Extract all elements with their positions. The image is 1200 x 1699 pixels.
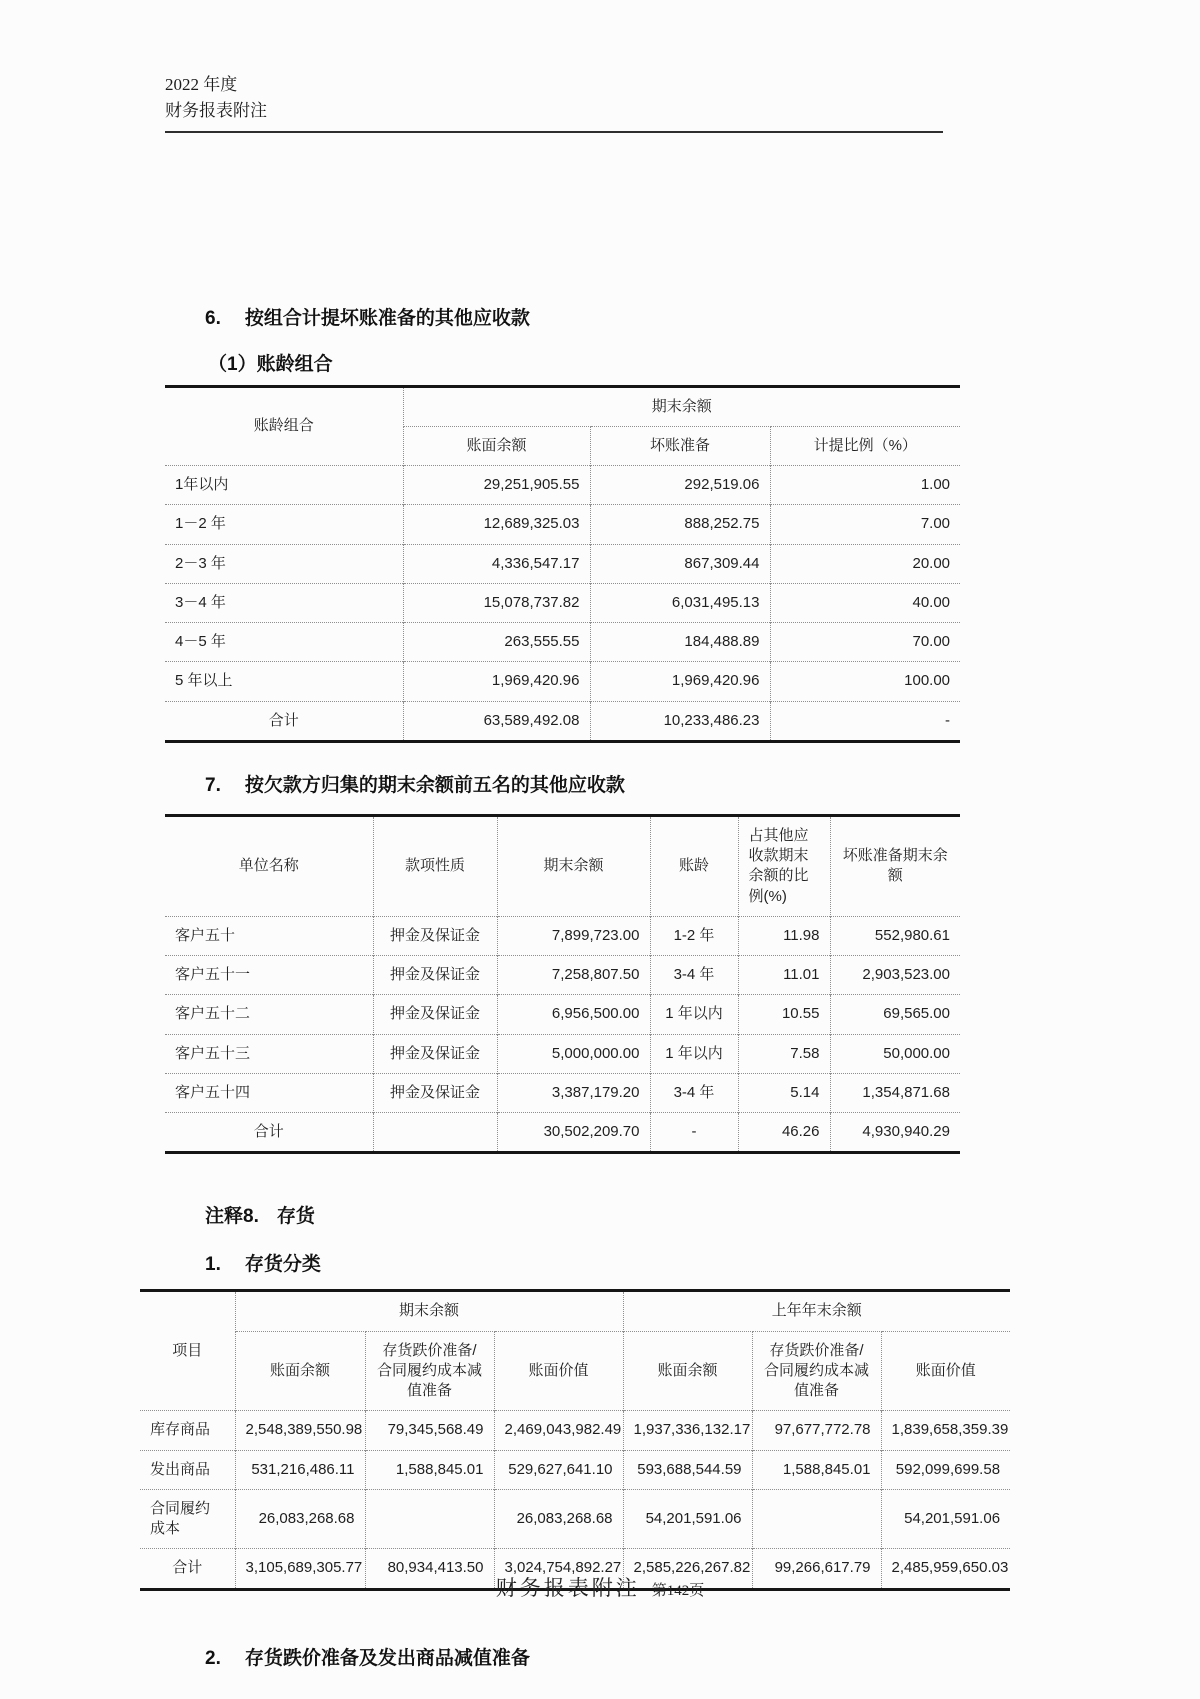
provision-value: 2,903,523.00 bbox=[830, 956, 960, 995]
section6-number: 6. bbox=[205, 307, 221, 329]
book-balance-total: 3,105,689,305.77 bbox=[235, 1549, 365, 1589]
book-balance-header: 账面余额 bbox=[403, 426, 590, 465]
empty-cell bbox=[373, 1113, 497, 1153]
entity-name: 客户五十 bbox=[165, 916, 373, 955]
carrying-value-total: 2,485,959,650.03 bbox=[881, 1549, 1010, 1589]
provision-value: 1,588,845.01 bbox=[365, 1450, 494, 1489]
carrying-value-header: 账面价值 bbox=[494, 1331, 623, 1411]
item-label: 合同履约成本 bbox=[140, 1489, 235, 1549]
provision-value: 888,252.75 bbox=[590, 505, 770, 544]
book-balance-value: 54,201,591.06 bbox=[623, 1489, 752, 1549]
aging-label: 4－5 年 bbox=[165, 623, 403, 662]
table-row bbox=[165, 662, 960, 701]
provision-balance-header: 坏账准备期末余额 bbox=[830, 815, 960, 916]
ratio-value: 7.00 bbox=[770, 505, 960, 544]
aging-label: 2－3 年 bbox=[165, 544, 403, 583]
proportion-value: 10.55 bbox=[738, 995, 830, 1034]
nature-header: 款项性质 bbox=[373, 815, 497, 916]
table-row bbox=[165, 623, 960, 662]
nature-value: 押金及保证金 bbox=[373, 956, 497, 995]
ratio-total: - bbox=[770, 701, 960, 741]
carrying-value: 529,627,641.10 bbox=[494, 1450, 623, 1489]
table-row bbox=[165, 505, 960, 544]
provision-value: 69,565.00 bbox=[830, 995, 960, 1034]
table-row bbox=[165, 956, 960, 995]
ratio-value: 70.00 bbox=[770, 623, 960, 662]
provision-value: 6,031,495.13 bbox=[590, 583, 770, 622]
nature-value: 押金及保证金 bbox=[373, 995, 497, 1034]
table-row bbox=[165, 583, 960, 622]
balance-value: 6,956,500.00 bbox=[497, 995, 650, 1034]
aging-label: 1年以内 bbox=[165, 466, 403, 505]
note8-title: 存货 bbox=[276, 1206, 315, 1228]
book-balance-value: 15,078,737.82 bbox=[403, 583, 590, 622]
page-footer bbox=[0, 1572, 1200, 1602]
table-header-row bbox=[140, 1291, 1010, 1331]
book-balance-value: 263,555.55 bbox=[403, 623, 590, 662]
table-row bbox=[165, 916, 960, 955]
prior-year-end-group-header: 上年年末余额 bbox=[623, 1291, 1010, 1331]
book-balance-header: 账面余额 bbox=[235, 1331, 365, 1411]
carrying-value: 1,839,658,359.39 bbox=[881, 1411, 1010, 1450]
nature-value: 押金及保证金 bbox=[373, 1034, 497, 1073]
section2-title: 存货跌价准备及发出商品减值准备 bbox=[244, 1647, 530, 1669]
balance-value: 3,387,179.20 bbox=[497, 1073, 650, 1112]
table-row bbox=[165, 1073, 960, 1112]
note8-number: 注释8. bbox=[205, 1206, 259, 1228]
decline-provision-header: 存货跌价准备/合同履约成本减值准备 bbox=[365, 1331, 494, 1411]
nature-value: 押金及保证金 bbox=[373, 916, 497, 955]
provision-value: 1,354,871.68 bbox=[830, 1073, 960, 1112]
aging-label: 5 年以上 bbox=[165, 662, 403, 701]
balance-value: 7,899,723.00 bbox=[497, 916, 650, 955]
table-row bbox=[140, 1450, 1010, 1489]
footer-page-number: 第142页 bbox=[651, 1583, 705, 1599]
provision-total: 4,930,940.29 bbox=[830, 1113, 960, 1153]
section2-number: 2. bbox=[205, 1647, 221, 1669]
book-balance-value: 1,969,420.96 bbox=[403, 662, 590, 701]
table-row bbox=[165, 544, 960, 583]
section6-heading bbox=[205, 303, 1200, 330]
aging-header: 账龄 bbox=[650, 815, 738, 916]
proportion-value: 7.58 bbox=[738, 1034, 830, 1073]
entity-name: 客户五十一 bbox=[165, 956, 373, 995]
provision-value: 1,588,845.01 bbox=[752, 1450, 881, 1489]
entity-name: 客户五十四 bbox=[165, 1073, 373, 1112]
proportion-total: 46.26 bbox=[738, 1113, 830, 1153]
inventory-class-number: 1. bbox=[205, 1254, 221, 1276]
book-balance-value: 12,689,325.03 bbox=[403, 505, 590, 544]
provision-value: 1,969,420.96 bbox=[590, 662, 770, 701]
proportion-value: 11.98 bbox=[738, 916, 830, 955]
header-year: 2022 年度 bbox=[165, 75, 238, 94]
table-subheader-row bbox=[140, 1331, 1010, 1411]
balance-total: 30,502,209.70 bbox=[497, 1113, 650, 1153]
table-row bbox=[140, 1411, 1010, 1450]
provision-ratio-header: 计提比例（%） bbox=[770, 426, 960, 465]
period-end-balance-header: 期末余额 bbox=[497, 815, 650, 916]
carrying-value-header: 账面价值 bbox=[881, 1331, 1010, 1411]
total-label: 合计 bbox=[140, 1549, 235, 1589]
section2-heading bbox=[205, 1643, 1200, 1670]
book-balance-value: 531,216,486.11 bbox=[235, 1450, 365, 1489]
document-header bbox=[165, 0, 943, 133]
book-balance-total: 2,585,226,267.82 bbox=[623, 1549, 752, 1589]
section7-title: 按欠款方归集的期末余额前五名的其他应收款 bbox=[244, 774, 625, 796]
provision-value: 97,677,772.78 bbox=[752, 1411, 881, 1450]
table-row bbox=[140, 1489, 1010, 1549]
aging-total: - bbox=[650, 1113, 738, 1153]
provision-total: 10,233,486.23 bbox=[590, 701, 770, 741]
proportion-value: 5.14 bbox=[738, 1073, 830, 1112]
decline-provision-header: 存货跌价准备/合同履约成本减值准备 bbox=[752, 1331, 881, 1411]
aging-group-header: 账龄组合 bbox=[165, 386, 403, 466]
table-total-row bbox=[165, 701, 960, 741]
section6-title: 按组合计提坏账准备的其他应收款 bbox=[244, 307, 530, 329]
section7-heading bbox=[205, 770, 1200, 797]
book-balance-value: 2,548,389,550.98 bbox=[235, 1411, 365, 1450]
carrying-value: 54,201,591.06 bbox=[881, 1489, 1010, 1549]
table-row bbox=[165, 995, 960, 1034]
provision-total: 80,934,413.50 bbox=[365, 1549, 494, 1589]
provision-value: 867,309.44 bbox=[590, 544, 770, 583]
item-label: 库存商品 bbox=[140, 1411, 235, 1450]
aging-label: 3－4 年 bbox=[165, 583, 403, 622]
note8-heading bbox=[205, 1201, 1200, 1228]
table-header-row bbox=[165, 815, 960, 916]
provision-total: 99,266,617.79 bbox=[752, 1549, 881, 1589]
provision-value bbox=[365, 1489, 494, 1549]
book-balance-header: 账面余额 bbox=[623, 1331, 752, 1411]
table-row bbox=[165, 466, 960, 505]
proportion-header: 占其他应收款期末余额的比例(%) bbox=[738, 815, 830, 916]
provision-value: 552,980.61 bbox=[830, 916, 960, 955]
nature-value: 押金及保证金 bbox=[373, 1073, 497, 1112]
provision-value: 79,345,568.49 bbox=[365, 1411, 494, 1450]
ratio-value: 40.00 bbox=[770, 583, 960, 622]
book-balance-total: 63,589,492.08 bbox=[403, 701, 590, 741]
item-header: 项目 bbox=[140, 1291, 235, 1411]
section6-subheading: （1）账龄组合 bbox=[208, 353, 333, 375]
total-label: 合计 bbox=[165, 1113, 373, 1153]
book-balance-value: 26,083,268.68 bbox=[235, 1489, 365, 1549]
entity-name: 客户五十二 bbox=[165, 995, 373, 1034]
aging-value: 1 年以内 bbox=[650, 1034, 738, 1073]
provision-value: 50,000.00 bbox=[830, 1034, 960, 1073]
header-rule bbox=[165, 131, 943, 133]
provision-value: 292,519.06 bbox=[590, 466, 770, 505]
carrying-value: 26,083,268.68 bbox=[494, 1489, 623, 1549]
entity-name: 客户五十三 bbox=[165, 1034, 373, 1073]
ratio-value: 1.00 bbox=[770, 466, 960, 505]
aging-value: 3-4 年 bbox=[650, 1073, 738, 1112]
ratio-value: 20.00 bbox=[770, 544, 960, 583]
item-label: 发出商品 bbox=[140, 1450, 235, 1489]
provision-value: 184,488.89 bbox=[590, 623, 770, 662]
period-end-group-header: 期末余额 bbox=[403, 386, 960, 426]
inventory-class-heading bbox=[205, 1249, 1200, 1276]
aging-value: 3-4 年 bbox=[650, 956, 738, 995]
table-row bbox=[165, 1034, 960, 1073]
book-balance-value: 29,251,905.55 bbox=[403, 466, 590, 505]
book-balance-value: 4,336,547.17 bbox=[403, 544, 590, 583]
bad-debt-provision-header: 坏账准备 bbox=[590, 426, 770, 465]
total-label: 合计 bbox=[165, 701, 403, 741]
book-balance-value: 1,937,336,132.17 bbox=[623, 1411, 752, 1450]
inventory-class-title: 存货分类 bbox=[244, 1254, 321, 1276]
inventory-classification-table bbox=[140, 1289, 1010, 1590]
table-total-row bbox=[165, 1113, 960, 1153]
carrying-value-total: 3,024,754,892.27 bbox=[494, 1549, 623, 1589]
carrying-value: 592,099,699.58 bbox=[881, 1450, 1010, 1489]
provision-value bbox=[752, 1489, 881, 1549]
balance-value: 5,000,000.00 bbox=[497, 1034, 650, 1073]
entity-name-header: 单位名称 bbox=[165, 815, 373, 916]
section7-number: 7. bbox=[205, 774, 221, 796]
header-title: 财务报表附注 bbox=[165, 101, 267, 121]
table-header-row bbox=[165, 386, 960, 426]
aging-analysis-table bbox=[165, 385, 960, 743]
aging-label: 1－2 年 bbox=[165, 505, 403, 544]
aging-value: 1 年以内 bbox=[650, 995, 738, 1034]
ratio-value: 100.00 bbox=[770, 662, 960, 701]
period-end-group-header: 期末余额 bbox=[235, 1291, 623, 1331]
proportion-value: 11.01 bbox=[738, 956, 830, 995]
footer-title: 财务报表附注 bbox=[495, 1576, 640, 1600]
aging-value: 1-2 年 bbox=[650, 916, 738, 955]
balance-value: 7,258,807.50 bbox=[497, 956, 650, 995]
carrying-value: 2,469,043,982.49 bbox=[494, 1411, 623, 1450]
top-five-debtors-table bbox=[165, 814, 960, 1155]
book-balance-value: 593,688,544.59 bbox=[623, 1450, 752, 1489]
